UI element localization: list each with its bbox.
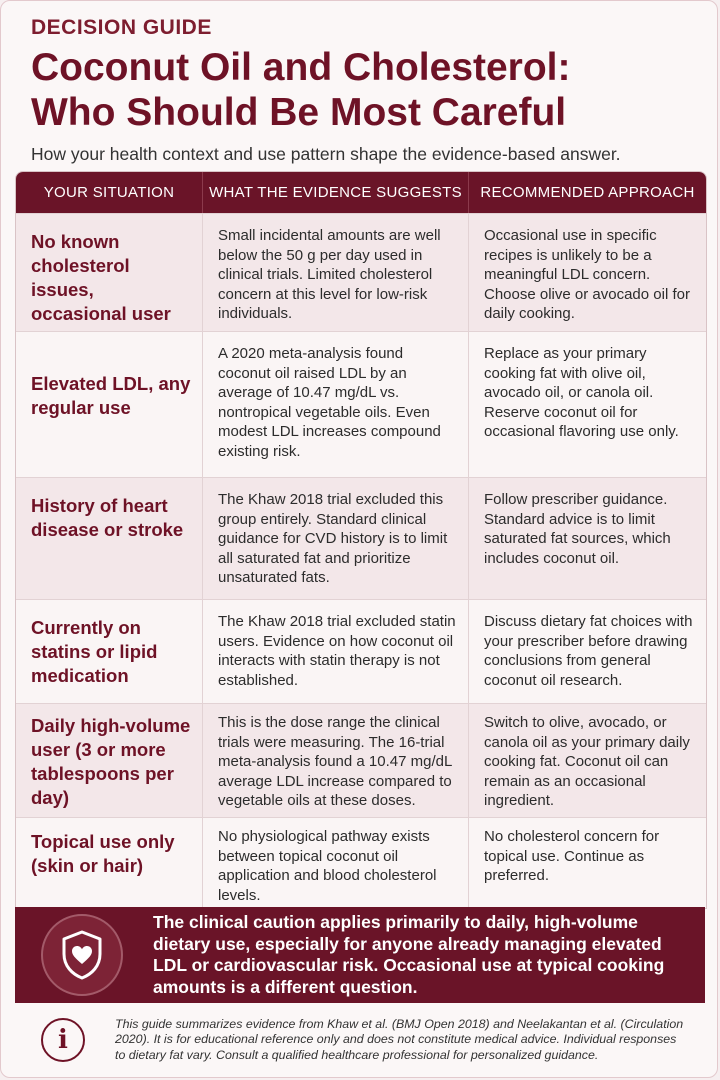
evidence-cell: No physiological pathway exists between topical coconut oil application and blood cholesterol levels. xyxy=(202,818,468,908)
table-row xyxy=(16,477,706,599)
situation-cell: Currently on statins or lipid medication xyxy=(31,617,158,686)
eyebrow-label: DECISION GUIDE xyxy=(31,16,212,39)
footnote-text: This guide summarizes evidence from Khaw et al. (BMJ Open 2018) and Neelakantan et al. (Circulation 2020). It is for educational reference only and does not constitute medical advice. Individual responses to dietary fat vary. Consult a qualified healthcare professional for personalized guidance. xyxy=(115,1016,684,1062)
table-row xyxy=(16,331,706,477)
column-header-approach: RECOMMENDED APPROACH xyxy=(468,172,706,213)
approach-cell: Occasional use in specific recipes is unlikely to be a meaningful LDL concern. Choose olive or avocado oil for daily cooking. xyxy=(468,214,706,331)
decision-table xyxy=(15,171,707,909)
header xyxy=(1,1,717,165)
info-icon: i xyxy=(41,1018,85,1062)
shield-heart-icon xyxy=(41,914,123,996)
key-takeaway-callout xyxy=(15,907,705,1003)
approach-cell: Follow prescriber guidance. Standard advice is to limit saturated fat sources, which includes coconut oil. xyxy=(468,478,706,599)
title-line-1: Coconut Oil and Cholesterol: xyxy=(31,46,571,89)
evidence-cell: Small incidental amounts are well below the 50 g per day used in clinical trials. Limited cholesterol concern at this level for low-risk individuals. xyxy=(202,214,468,331)
approach-cell: Switch to olive, avocado, or canola oil as your primary daily cooking fat. Coconut oil can remain as an occasional ingredient. xyxy=(468,704,706,817)
page-title xyxy=(31,45,717,135)
page-subtitle: How your health context and use pattern shape the evidence-based answer. xyxy=(31,144,621,164)
evidence-cell: A 2020 meta-analysis found coconut oil raised LDL by an average of 10.47 mg/dL vs. nontropical vegetable oils. Even modest LDL increases compound existing risk. xyxy=(202,332,468,477)
situation-cell: Elevated LDL, any regular use xyxy=(31,373,191,418)
table-header xyxy=(16,172,706,213)
table-row xyxy=(16,599,706,703)
evidence-cell: The Khaw 2018 trial excluded statin users. Evidence on how coconut oil interacts with statin therapy is not established. xyxy=(202,600,468,703)
table-row xyxy=(16,817,706,908)
column-header-situation: YOUR SITUATION xyxy=(43,184,175,201)
callout-text: The clinical caution applies primarily to daily, high-volume dietary use, especially for anyone already managing elevated LDL or cardiovascular risk. Occasional use at typical cooking amounts is a different question. xyxy=(153,912,665,997)
situation-cell: Topical use only (skin or hair) xyxy=(31,831,175,876)
situation-cell: No known cholesterol issues, occasional user xyxy=(31,231,171,324)
source-footnote xyxy=(15,1003,705,1077)
approach-cell: No cholesterol concern for topical use. Continue as preferred. xyxy=(468,818,706,908)
approach-cell: Discuss dietary fat choices with your prescriber before drawing conclusions from general coconut oil research. xyxy=(468,600,706,703)
table-row xyxy=(16,213,706,331)
evidence-cell: The Khaw 2018 trial excluded this group entirely. Standard clinical guidance for CVD history is to limit all saturated fat and prioritize unsaturated fats. xyxy=(202,478,468,599)
approach-cell: Replace as your primary cooking fat with olive oil, avocado oil, or canola oil. Reserve coconut oil for occasional flavoring use only. xyxy=(468,332,706,477)
situation-cell: History of heart disease or stroke xyxy=(31,495,184,540)
title-line-2: Who Should Be Most Careful xyxy=(31,91,567,134)
table-row xyxy=(16,703,706,817)
situation-cell: Daily high-volume user (3 or more tablespoons per day) xyxy=(31,715,191,808)
evidence-cell: This is the dose range the clinical trials were measuring. The 16-trial meta-analysis found a 10.47 mg/dL average LDL increase compared to vegetable oils at these doses. xyxy=(202,704,468,817)
column-header-evidence: WHAT THE EVIDENCE SUGGESTS xyxy=(202,172,468,213)
